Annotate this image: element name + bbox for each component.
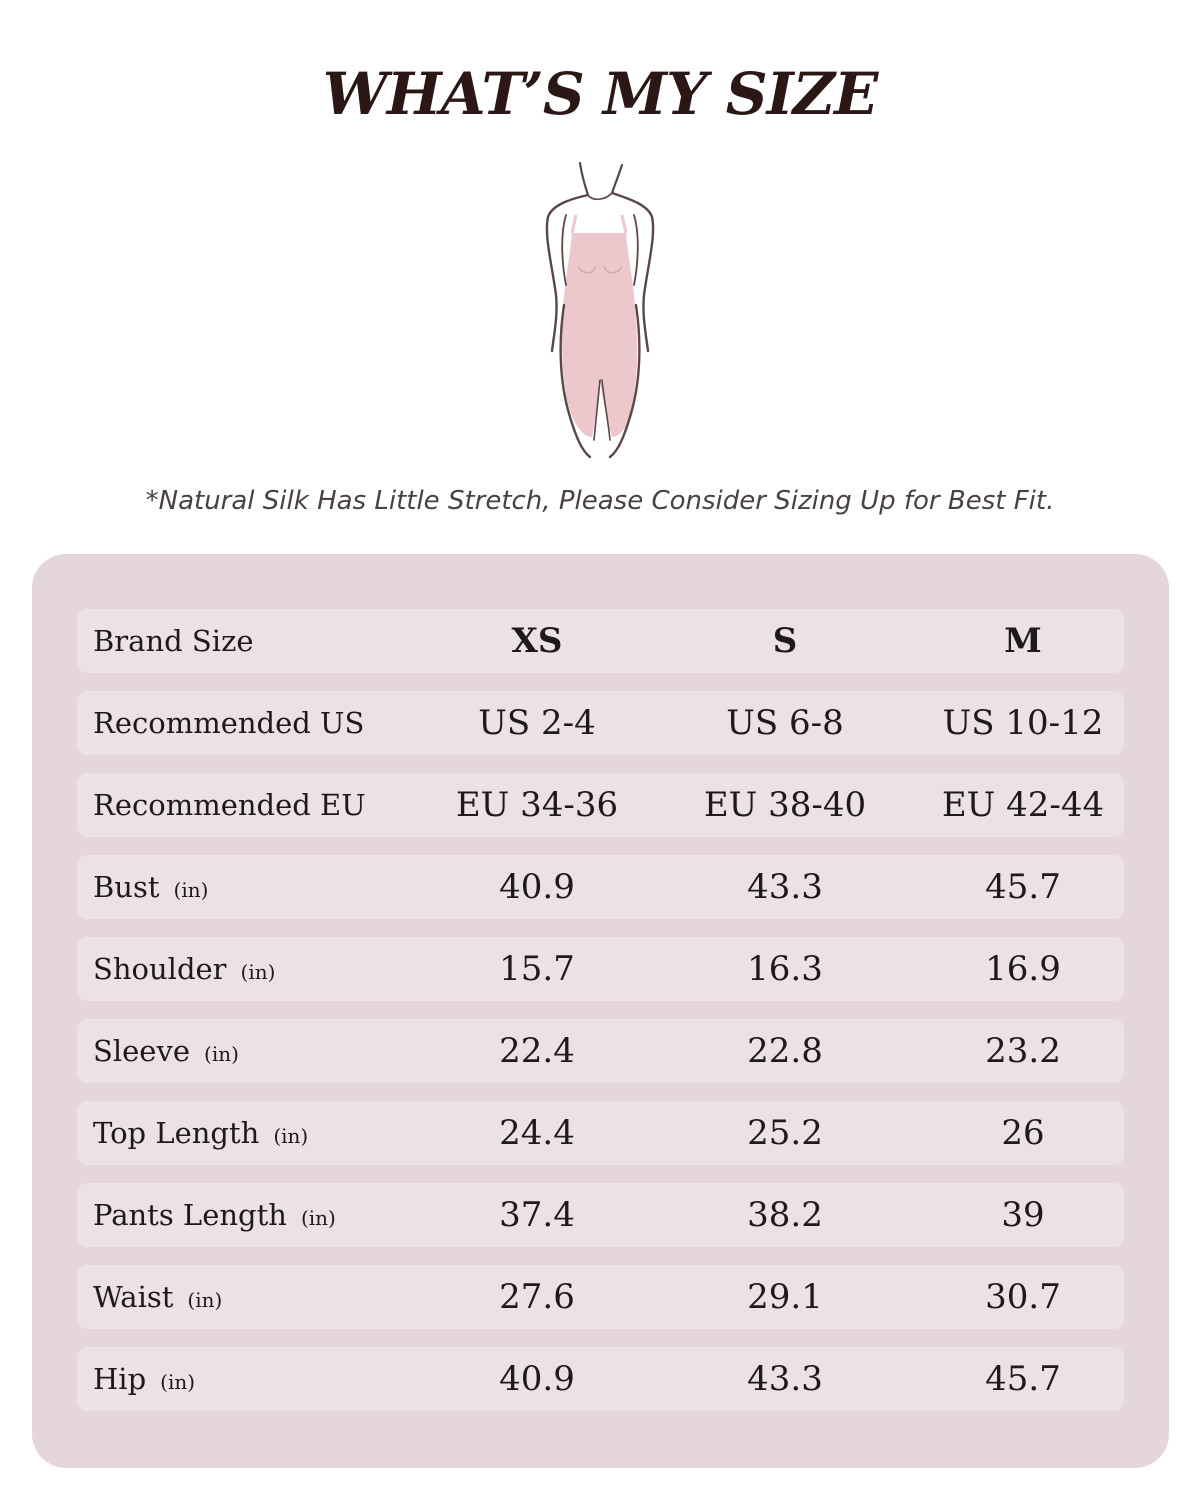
- table-cell: 39: [1001, 1195, 1045, 1235]
- unit-label: (in): [187, 1288, 223, 1312]
- row-label: Waist: [93, 1280, 174, 1314]
- size-header-s: S: [772, 621, 798, 661]
- table-cell: 40.9: [499, 1359, 575, 1399]
- size-header-xs: XS: [511, 621, 563, 661]
- table-cell: US 10-12: [942, 703, 1104, 743]
- table-cell: 37.4: [499, 1195, 575, 1235]
- size-table: [77, 609, 1124, 1429]
- table-cell: EU 42-44: [941, 785, 1105, 825]
- table-header-row: [77, 609, 1124, 673]
- table-row-shoulder: [77, 937, 1124, 1001]
- table-cell: 43.3: [747, 1359, 823, 1399]
- table-cell: US 6-8: [726, 703, 844, 743]
- row-label: Top Length: [93, 1116, 260, 1150]
- row-label: Brand Size: [93, 624, 254, 658]
- table-row-recommended-eu: [77, 773, 1124, 837]
- table-cell: 24.4: [499, 1113, 575, 1153]
- row-label: Bust: [93, 870, 160, 904]
- table-row-bust: [77, 855, 1124, 919]
- table-cell: 15.7: [499, 949, 575, 989]
- unit-label: (in): [160, 1370, 196, 1394]
- unit-label: (in): [240, 960, 276, 984]
- row-label: Recommended US: [93, 706, 365, 740]
- row-label: Hip: [93, 1362, 147, 1396]
- table-cell: 30.7: [985, 1277, 1061, 1317]
- unit-label: (in): [173, 878, 209, 902]
- size-header-m: M: [1004, 621, 1042, 661]
- table-row-top-length: [77, 1101, 1124, 1165]
- unit-label: (in): [204, 1042, 239, 1066]
- row-label: Pants Length: [93, 1198, 287, 1232]
- table-cell: 40.9: [499, 867, 575, 907]
- unit-label: (in): [300, 1206, 336, 1230]
- table-cell: 23.2: [985, 1031, 1061, 1071]
- table-row-recommended-us: [77, 691, 1124, 755]
- sizing-note: *Natural Silk Has Little Stretch, Please Consider Sizing Up for Best Fit.: [145, 486, 1055, 516]
- table-cell: 27.6: [499, 1277, 575, 1317]
- table-cell: EU 38-40: [703, 785, 867, 825]
- table-cell: 16.9: [985, 949, 1061, 989]
- table-row-waist: [77, 1265, 1124, 1329]
- table-cell: 29.1: [747, 1277, 823, 1317]
- body-silhouette-illustration: [530, 155, 670, 460]
- unit-label: (in): [273, 1124, 309, 1148]
- table-row-pants-length: [77, 1183, 1124, 1247]
- table-cell: 43.3: [747, 867, 823, 907]
- table-row-sleeve: [77, 1019, 1124, 1083]
- table-cell: 26: [1001, 1113, 1045, 1153]
- table-cell: 16.3: [747, 949, 823, 989]
- row-label: Shoulder: [93, 952, 227, 986]
- table-cell: 22.8: [747, 1031, 823, 1071]
- table-cell: 38.2: [747, 1195, 823, 1235]
- row-label: Sleeve: [93, 1034, 191, 1068]
- table-row-hip: [77, 1347, 1124, 1411]
- page-title: WHAT’S MY SIZE: [322, 60, 878, 128]
- table-cell: US 2-4: [478, 703, 596, 743]
- table-cell: EU 34-36: [455, 785, 619, 825]
- table-cell: 25.2: [747, 1113, 823, 1153]
- row-label: Recommended EU: [93, 788, 366, 822]
- table-cell: 45.7: [985, 1359, 1061, 1399]
- table-cell: 45.7: [985, 867, 1061, 907]
- table-cell: 22.4: [499, 1031, 575, 1071]
